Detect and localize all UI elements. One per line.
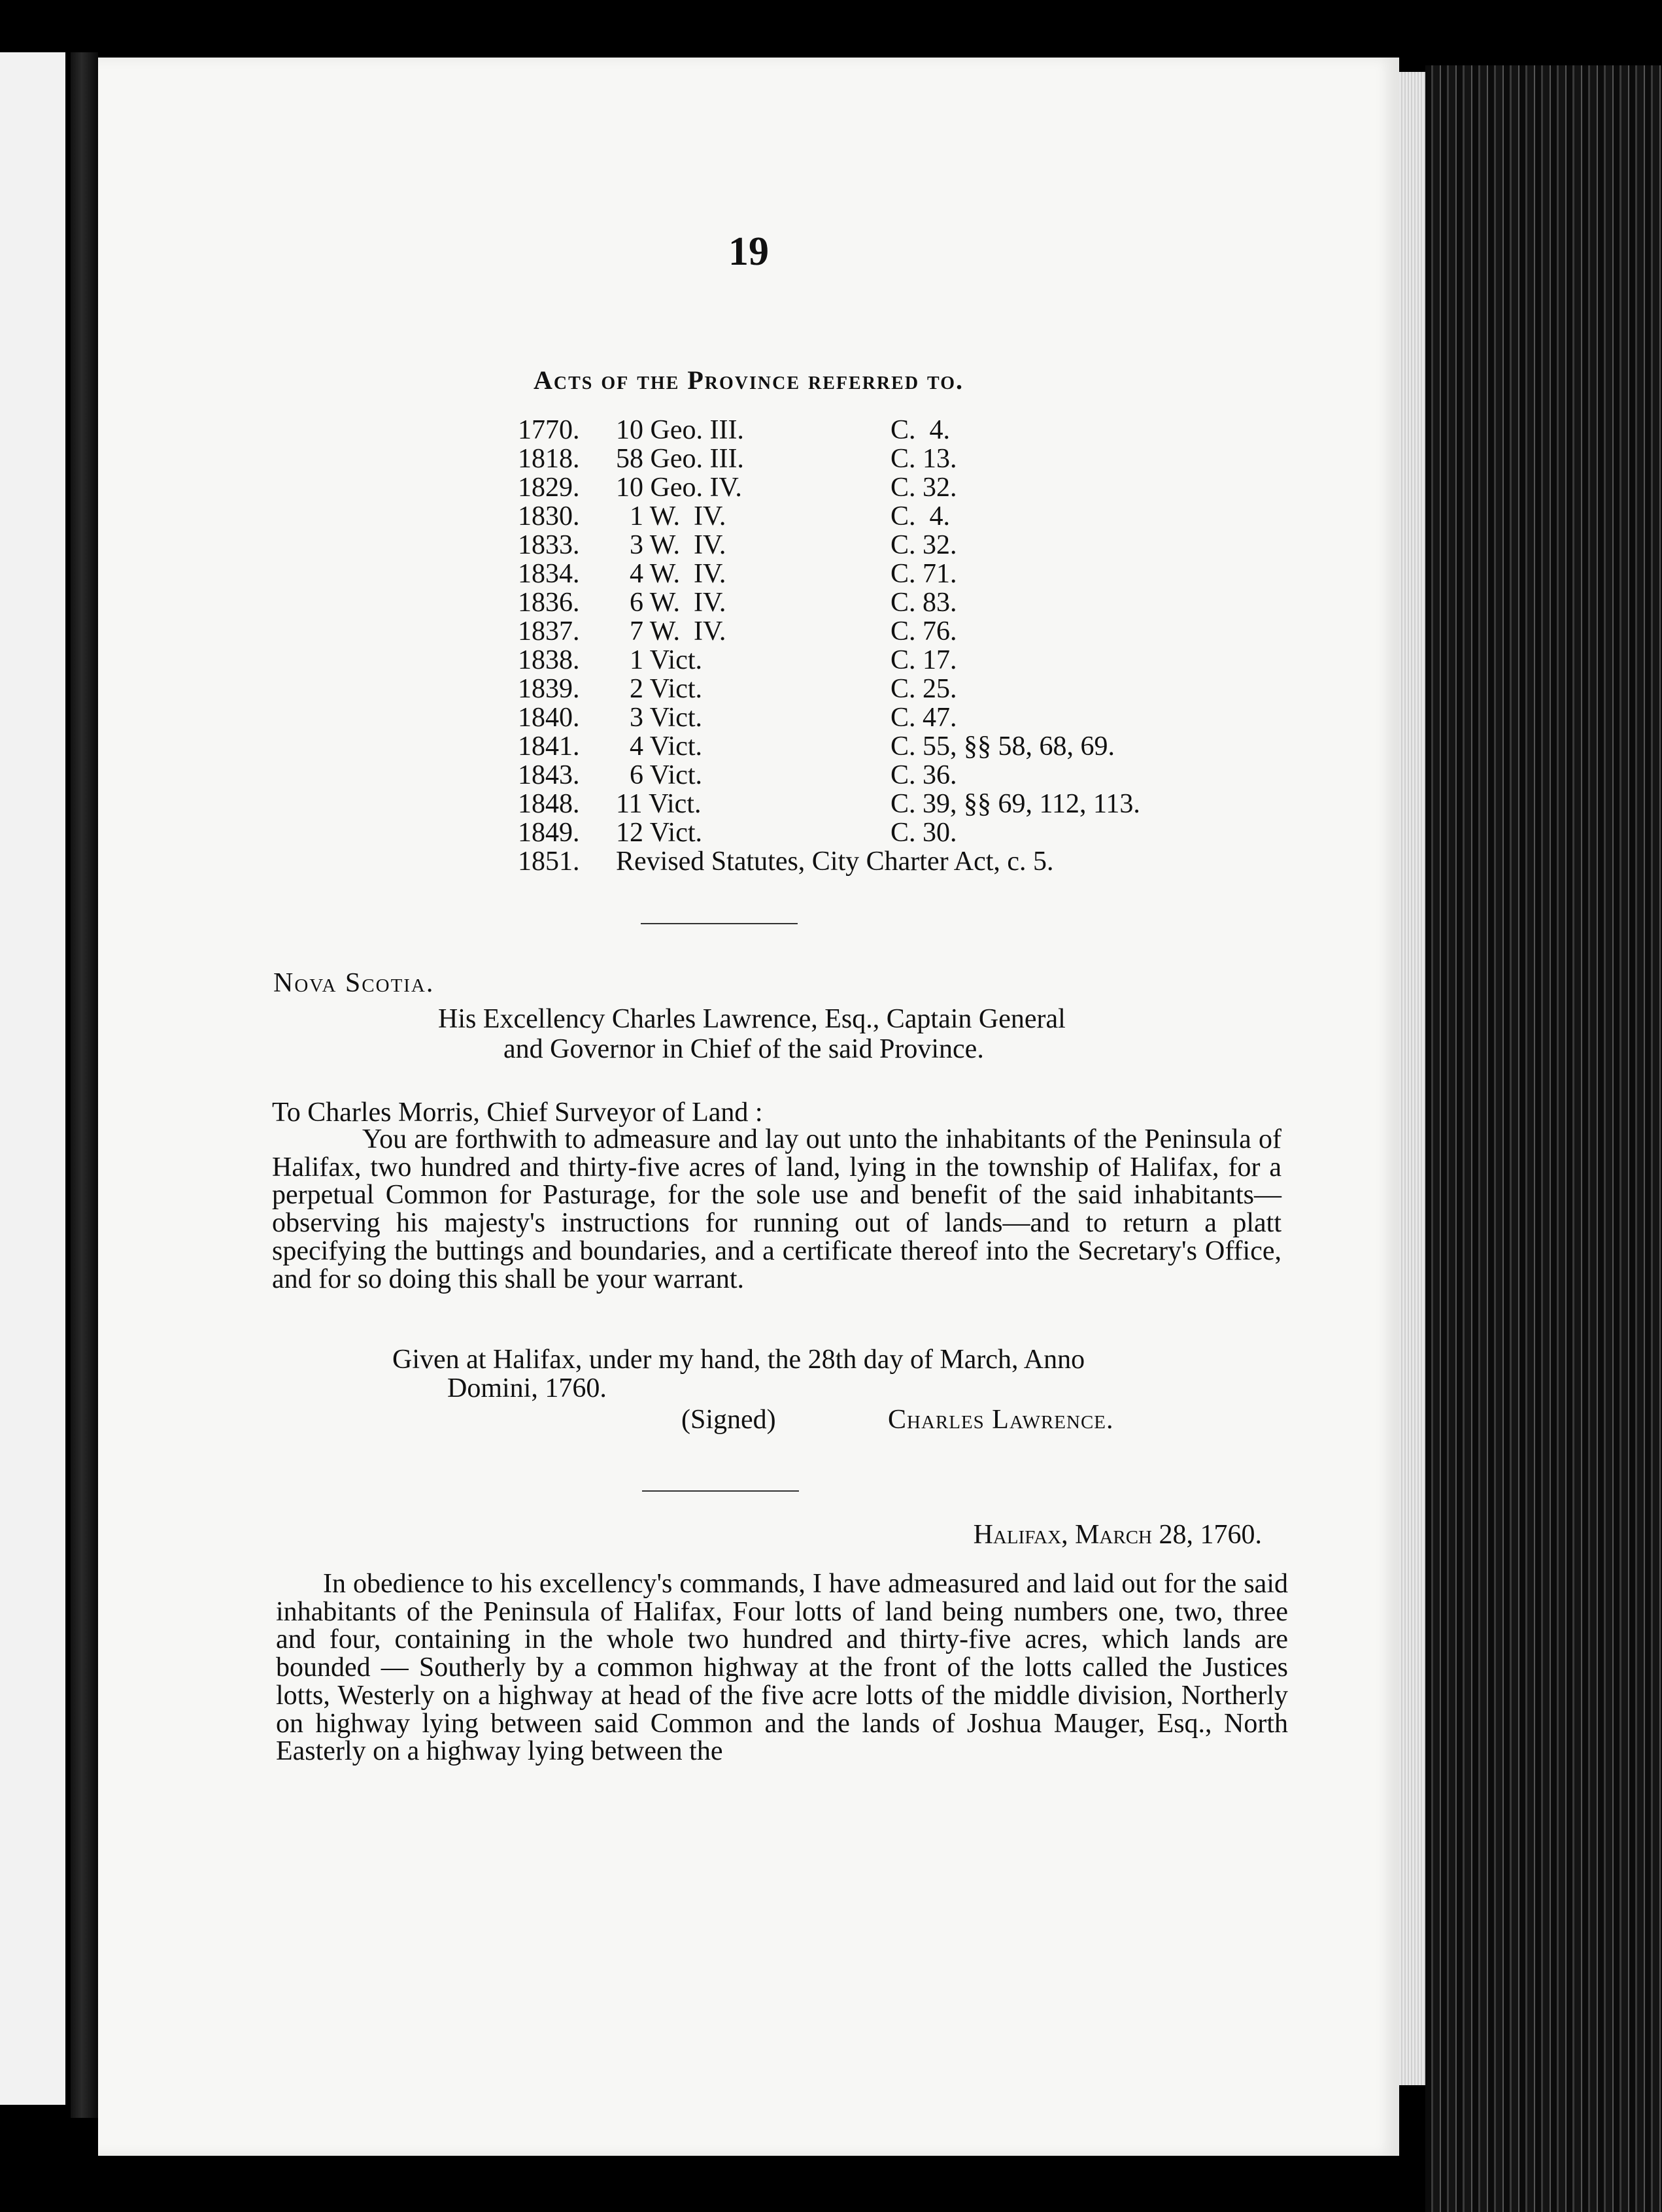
act-reign: 2 Vict. bbox=[616, 674, 703, 704]
act-year: 1843. bbox=[518, 760, 580, 790]
act-reign: 6 Vict. bbox=[616, 760, 703, 790]
address-line-1: His Excellency Charles Lawrence, Esq., Captain General bbox=[438, 1004, 1066, 1034]
warrant-given bbox=[392, 1345, 1281, 1403]
act-reign: 1 W. IV. bbox=[616, 501, 726, 531]
act-year: 1833. bbox=[518, 530, 580, 560]
signed-label: (Signed) bbox=[681, 1405, 776, 1435]
address-line-2: and Governor in Chief of the said Province. bbox=[503, 1034, 984, 1064]
act-chapter: C. 25. bbox=[890, 674, 957, 704]
act-year: 1818. bbox=[518, 444, 580, 474]
act-reign: 10 Geo. III. bbox=[616, 415, 744, 445]
acts-heading: Acts of the Province referred to. bbox=[534, 365, 964, 395]
page-number: 19 bbox=[728, 229, 769, 274]
act-year: 1836. bbox=[518, 588, 580, 618]
act-reign: 58 Geo. III. bbox=[616, 444, 744, 474]
act-year: 1770. bbox=[518, 415, 580, 445]
act-chapter: C. 36. bbox=[890, 760, 957, 790]
section-divider bbox=[641, 923, 798, 924]
warrant-body: You are forthwith to admeasure and lay out unto the inhabitants of the Peninsula of Halifax, two hundred and thirty-five acres of land, lying in the township of Halifax, for a perpetual Common for Pasturage, for the sole use and benefit of the said inhabitants—observing his majesty's instructions for running out of lands—and to return a platt specifying the buttings and boundaries, and a certificate thereof into the Secretary's Office, and for so doing this shall be your warrant. bbox=[272, 1124, 1281, 1294]
book-gutter bbox=[71, 52, 98, 2118]
act-year: 1851. bbox=[518, 846, 580, 877]
act-year: 1840. bbox=[518, 703, 580, 733]
act-reign: 11 Vict. bbox=[616, 789, 702, 819]
act-chapter: C. 71. bbox=[890, 559, 957, 589]
book-page bbox=[98, 58, 1399, 2156]
act-chapter: C. 76. bbox=[890, 616, 957, 646]
warrant-place: Nova Scotia. bbox=[273, 968, 435, 998]
act-chapter: C. 4. bbox=[890, 501, 951, 531]
page-block-edge bbox=[1399, 72, 1425, 2085]
act-chapter: C. 13. bbox=[890, 444, 957, 474]
act-year: 1834. bbox=[518, 559, 580, 589]
act-year: 1841. bbox=[518, 731, 580, 762]
act-reign: 6 W. IV. bbox=[616, 588, 726, 618]
act-year: 1830. bbox=[518, 501, 580, 531]
warrant-salutation: To Charles Morris, Chief Surveyor of Land : bbox=[272, 1098, 763, 1128]
act-description: Revised Statutes, City Charter Act, c. 5. bbox=[616, 846, 1054, 877]
act-reign: 10 Geo. IV. bbox=[616, 473, 742, 503]
section-divider bbox=[642, 1490, 799, 1492]
act-year: 1829. bbox=[518, 473, 580, 503]
act-year: 1838. bbox=[518, 645, 580, 675]
report-body: In obedience to his excellency's commands, I have admeasured and laid out for the said inhabitants of the Peninsula of Halifax, Four lotts of land being numbers one, two, three and four, containing in the whole two hundred and thirty-five acres, which lands are bounded — Southerly by a common highway at the front of the lotts called the Justices lotts, Westerly on a highway at head of the five acre lotts of the middle division, Northerly on highway lying between said Common and the lands of Joshua Mauger, Esq., North Easterly on a highway lying between the bbox=[276, 1569, 1288, 1767]
act-reign: 4 W. IV. bbox=[616, 559, 726, 589]
act-chapter: C. 83. bbox=[890, 588, 957, 618]
act-chapter: C. 32. bbox=[890, 530, 957, 560]
signer-name: Charles Lawrence. bbox=[888, 1405, 1114, 1435]
act-chapter: C. 47. bbox=[890, 703, 957, 733]
act-reign: 1 Vict. bbox=[616, 645, 703, 675]
act-reign: 3 Vict. bbox=[616, 703, 703, 733]
act-chapter: C. 17. bbox=[890, 645, 957, 675]
act-year: 1848. bbox=[518, 789, 580, 819]
act-chapter: C. 55, §§ 58, 68, 69. bbox=[890, 731, 1115, 762]
facing-page-edge bbox=[0, 52, 65, 2105]
act-year: 1849. bbox=[518, 818, 580, 848]
act-year: 1839. bbox=[518, 674, 580, 704]
act-chapter: C. 39, §§ 69, 112, 113. bbox=[890, 789, 1140, 819]
act-reign: 3 W. IV. bbox=[616, 530, 726, 560]
page-content bbox=[98, 58, 1399, 2156]
given-line-1: Given at Halifax, under my hand, the 28th day of March, Anno bbox=[392, 1345, 1085, 1375]
act-chapter: C. 4. bbox=[890, 415, 951, 445]
binding-edge bbox=[1425, 65, 1662, 2212]
act-chapter: C. 30. bbox=[890, 818, 957, 848]
act-reign: 7 W. IV. bbox=[616, 616, 726, 646]
act-chapter: C. 32. bbox=[890, 473, 957, 503]
warrant-address bbox=[438, 1004, 1288, 1064]
report-dateline: Halifax, March 28, 1760. bbox=[973, 1520, 1262, 1550]
act-reign: 4 Vict. bbox=[616, 731, 703, 762]
given-line-2: Domini, 1760. bbox=[447, 1373, 607, 1403]
act-year: 1837. bbox=[518, 616, 580, 646]
act-reign: 12 Vict. bbox=[616, 818, 703, 848]
